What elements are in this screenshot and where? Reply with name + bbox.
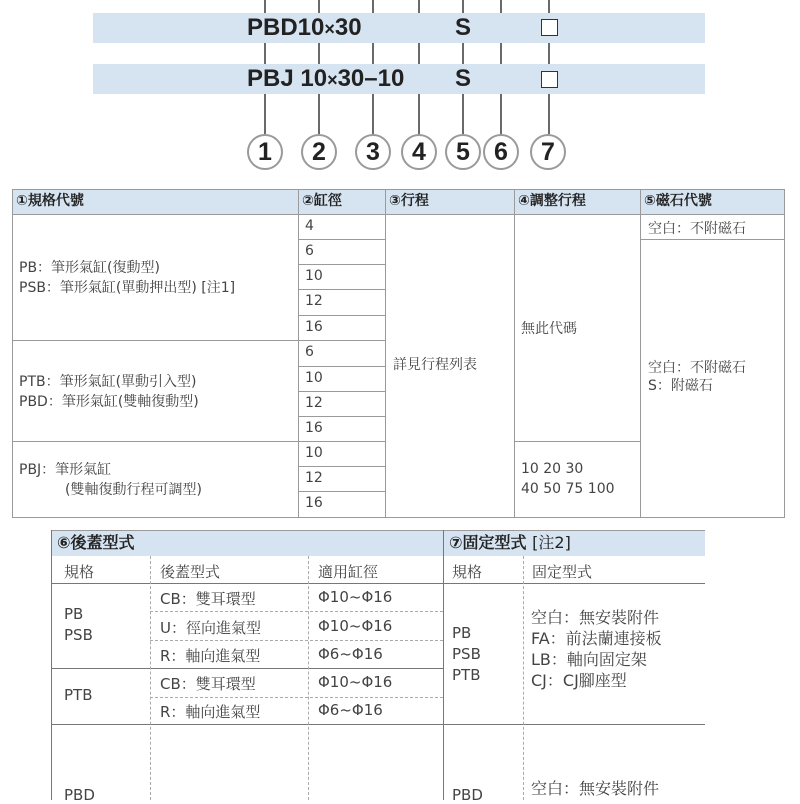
table-line bbox=[514, 189, 515, 517]
table-line bbox=[298, 466, 385, 467]
spec-group-ptb-pbd: PTB：筆形氣缸(單動引入型) PBD：筆形氣缸(雙軸復動型) bbox=[19, 374, 199, 410]
table-line bbox=[523, 556, 524, 800]
header-magnet: ⑤磁石代號 bbox=[640, 189, 785, 214]
cover-type: U：徑向進氣型 bbox=[160, 619, 261, 637]
leader-line bbox=[318, 94, 320, 134]
magnet-code: S bbox=[455, 14, 472, 41]
header-mount: ⑦固定型式 [注2] bbox=[443, 530, 705, 556]
table-line bbox=[298, 289, 385, 290]
spec-ptb: PTB bbox=[64, 686, 93, 704]
mount-specs: PB PSB PTB bbox=[452, 624, 481, 684]
leader-line bbox=[264, 43, 266, 64]
magnet-option: 空白：不附磁石 bbox=[648, 221, 746, 237]
spec-group-pbj: PBJ：筆形氣缸 (雙軸復動行程可調型) bbox=[19, 462, 202, 498]
placeholder-box bbox=[541, 71, 558, 88]
adjust-stroke-none: 無此代碼 bbox=[521, 321, 577, 337]
table-line bbox=[298, 366, 385, 367]
model-prefix: PBD10×30 bbox=[247, 14, 362, 41]
bore-value: 6 bbox=[305, 243, 314, 259]
bore-value: 10 bbox=[305, 370, 323, 386]
leader-line bbox=[500, 43, 502, 64]
table-line bbox=[298, 315, 385, 316]
cover-bore: Φ6~Φ16 bbox=[318, 701, 383, 719]
table-line bbox=[308, 556, 309, 800]
model-code-band-pbd bbox=[93, 13, 705, 43]
mount-options: 空白：無安裝附件 FA：前法蘭連接板 LB：軸向固定架 CJ：CJ腳座型 bbox=[531, 608, 662, 690]
table-line bbox=[12, 214, 785, 215]
spec-group-pb-psb: PB：筆形氣缸(復動型) PSB：筆形氣缸(單動押出型) [注1] bbox=[19, 260, 236, 296]
position-number-1: 1 bbox=[247, 134, 283, 170]
model-prefix: PBJ 10×30–10 bbox=[247, 65, 405, 92]
position-number-2: 2 bbox=[301, 134, 337, 170]
subheader-mount-type: 固定型式 bbox=[532, 563, 593, 581]
cover-type: CB：雙耳環型 bbox=[160, 675, 256, 693]
cover-type: R：軸向進氣型 bbox=[160, 647, 261, 665]
bore-value: 12 bbox=[305, 293, 323, 309]
magnet-code: S bbox=[455, 65, 472, 92]
table-line bbox=[150, 697, 443, 698]
subheader-spec: 規格 bbox=[64, 563, 95, 581]
table-line bbox=[12, 340, 385, 341]
header-bore: ②缸徑 bbox=[298, 189, 385, 214]
table-line bbox=[784, 189, 785, 517]
header-adjust-stroke: ④調整行程 bbox=[514, 189, 640, 214]
bore-value: 10 bbox=[305, 445, 323, 461]
leader-line bbox=[500, 94, 502, 134]
adjust-stroke-values: 10 20 30 40 50 75 100 bbox=[521, 461, 615, 497]
leader-line bbox=[264, 94, 266, 134]
leader-line bbox=[500, 0, 502, 13]
table-line bbox=[298, 391, 385, 392]
cover-bore: Φ10~Φ16 bbox=[318, 617, 393, 635]
leader-line bbox=[462, 43, 464, 64]
table-line bbox=[298, 264, 385, 265]
position-number-4: 4 bbox=[401, 134, 437, 170]
bore-value: 6 bbox=[305, 344, 314, 360]
table-line bbox=[51, 530, 52, 800]
leader-line bbox=[264, 0, 266, 13]
leader-line bbox=[318, 43, 320, 64]
magnet-options: 空白：不附磁石 S：附磁石 bbox=[648, 360, 746, 394]
table-line bbox=[298, 416, 385, 417]
placeholder-box bbox=[541, 19, 558, 36]
table-line bbox=[12, 517, 785, 518]
bore-value: 12 bbox=[305, 395, 323, 411]
bore-value: 16 bbox=[305, 420, 323, 436]
table-line bbox=[150, 556, 151, 800]
table-line bbox=[443, 530, 444, 800]
table-line bbox=[51, 530, 705, 531]
table-line bbox=[150, 611, 443, 612]
cover-bore: Φ10~Φ16 bbox=[318, 588, 393, 606]
position-number-3: 3 bbox=[355, 134, 391, 170]
leader-line bbox=[418, 94, 420, 134]
header-stroke: ③行程 bbox=[385, 189, 514, 214]
position-number-6: 6 bbox=[483, 134, 519, 170]
table-line bbox=[298, 239, 385, 240]
model-code-band-pbj bbox=[93, 64, 705, 94]
subheader-cover-type: 後蓋型式 bbox=[160, 563, 221, 581]
bore-value: 16 bbox=[305, 495, 323, 511]
leader-line bbox=[372, 0, 374, 13]
bore-value: 10 bbox=[305, 268, 323, 284]
table-line bbox=[514, 441, 640, 442]
spec-pb-psb: PB PSB bbox=[64, 605, 93, 644]
stroke-note: 詳見行程列表 bbox=[393, 357, 477, 373]
mount-spec-pbd: PBD bbox=[452, 786, 483, 804]
bore-value: 16 bbox=[305, 319, 323, 335]
leader-line bbox=[462, 0, 464, 13]
position-number-5: 5 bbox=[445, 134, 481, 170]
table-line bbox=[12, 189, 785, 190]
table-line bbox=[298, 491, 385, 492]
table-line bbox=[150, 640, 443, 641]
table-line bbox=[640, 189, 641, 517]
subheader-bore: 適用缸徑 bbox=[318, 563, 379, 581]
cover-type: R：軸向進氣型 bbox=[160, 703, 261, 721]
leader-line bbox=[462, 94, 464, 134]
header-spec: ①規格代號 bbox=[12, 189, 298, 214]
leader-line bbox=[318, 0, 320, 13]
table-line bbox=[640, 239, 785, 240]
subheader-spec-2: 規格 bbox=[452, 563, 483, 581]
leader-line bbox=[372, 94, 374, 134]
cover-type: CB：雙耳環型 bbox=[160, 590, 256, 608]
cover-bore: Φ6~Φ16 bbox=[318, 645, 383, 663]
table-line bbox=[298, 189, 299, 517]
table-line bbox=[12, 441, 385, 442]
leader-line bbox=[548, 0, 550, 13]
header-end-cover: ⑥後蓋型式 bbox=[51, 530, 443, 556]
position-number-7: 7 bbox=[530, 134, 566, 170]
mount-option: 空白：無安裝附件 bbox=[531, 779, 660, 798]
leader-line bbox=[548, 43, 550, 64]
spec-pbd: PBD bbox=[64, 786, 95, 804]
cover-bore: Φ10~Φ16 bbox=[318, 673, 393, 691]
leader-line bbox=[548, 94, 550, 134]
table-line bbox=[12, 189, 13, 517]
leader-line bbox=[418, 43, 420, 64]
table-line bbox=[385, 189, 386, 517]
leader-line bbox=[372, 43, 374, 64]
bore-value: 12 bbox=[305, 470, 323, 486]
bore-value: 4 bbox=[305, 218, 314, 234]
leader-line bbox=[418, 0, 420, 13]
table-line bbox=[51, 668, 443, 669]
